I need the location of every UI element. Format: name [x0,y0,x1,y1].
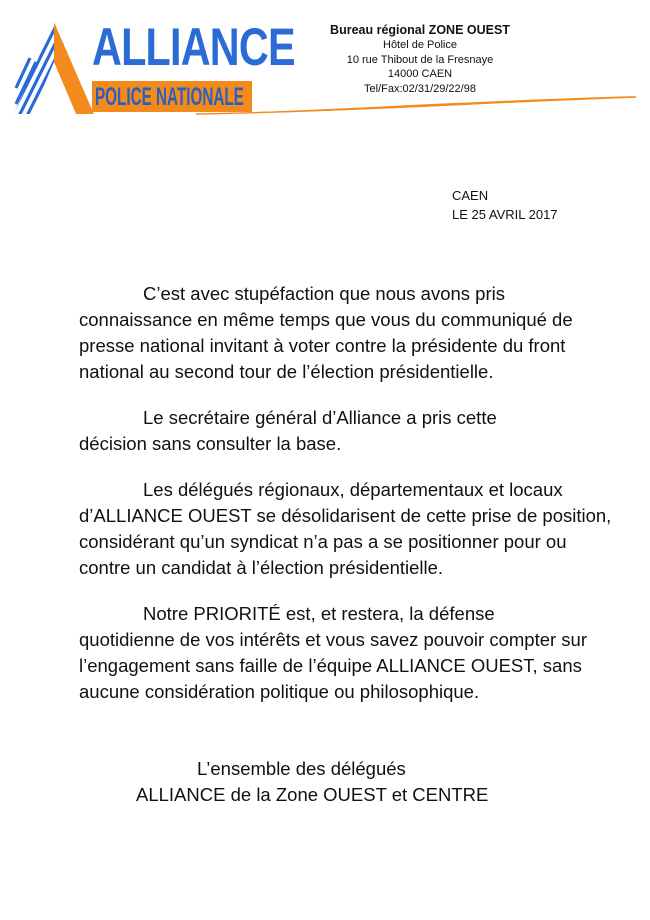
letterhead [270,22,570,96]
bureau-title: Bureau régional ZONE OUEST [330,23,510,37]
text-line: considérant qu’un syndicat n’a pas a se positionner pour ou [79,531,567,552]
text-line: aucune considération politique ou philosophique. [79,681,480,702]
text-line: connaissance en même temps que vous du communiqué de [79,309,573,330]
stripe-a-emblem-icon [14,18,96,118]
paragraph [79,477,639,581]
contact-line: Tel/Fax:02/31/29/22/98 [364,82,476,95]
text-line: Le secrétaire général d’Alliance a pris cette [143,407,497,428]
text-line: presse national invitant à voter contre la présidente du front [79,335,566,356]
paragraph [79,601,639,705]
letter-body [79,281,639,725]
signature-block [79,756,599,808]
letter-date: LE 25 AVRIL 2017 [452,207,558,222]
logo-subtitle: POLICE NATIONALE [95,83,244,111]
text-line: Les délégués régionaux, départementaux et locaux [143,479,563,500]
orange-swoosh-divider [190,92,640,116]
text-line: contre un candidat à l’élection présidentielle. [79,557,444,578]
city: CAEN [452,188,489,203]
signature-line: L’ensemble des délégués [197,758,406,779]
text-line: Notre PRIORITÉ est, et restera, la défense [143,603,495,624]
address-line: 10 rue Thibout de la Fresnaye [346,53,494,66]
text-line: quotidienne de vos intérêts et vous savez pouvoir compter sur [79,629,588,650]
logo-wordmark: ALLIANCE [92,18,295,77]
date-block [452,186,558,224]
text-line: d’ALLIANCE OUEST se désolidarisent de cette prise de position, [79,505,612,526]
address-line: Hôtel de Police [383,39,457,51]
paragraph [79,405,639,457]
text-line: C’est avec stupéfaction que nous avons pris [143,283,505,304]
address-line: 14000 CAEN [387,68,453,80]
signature-line: ALLIANCE de la Zone OUEST et CENTRE [136,784,489,805]
paragraph [79,281,639,385]
text-line: décision sans consulter la base. [79,433,342,454]
text-line: l’engagement sans faille de l’équipe ALLIANCE OUEST, sans [79,655,582,676]
text-line: national au second tour de l’élection présidentielle. [79,361,494,382]
